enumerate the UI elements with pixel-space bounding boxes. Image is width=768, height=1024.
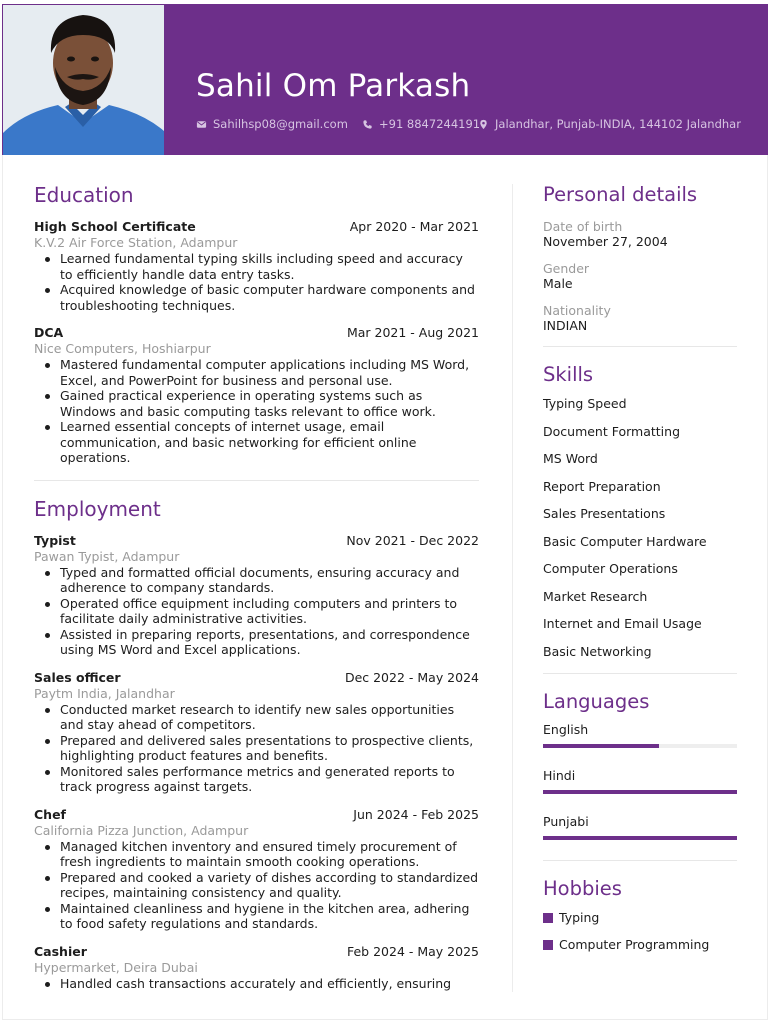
entry-org: K.V.2 Air Force Station, Adampur [34,235,238,250]
candidate-name: Sahil Om Parkash [196,68,471,104]
employment-entry [34,533,479,658]
email-icon [196,119,207,130]
skill-item: MS Word [543,451,598,466]
skill-item: Market Research [543,588,648,604]
hobby-item [543,931,737,958]
entry-title: Cashier [34,943,87,959]
square-bullet-icon [543,940,553,950]
bullet-item: Acquired knowledge of basic computer hardware components and troubleshooting techniques. [34,282,479,313]
bullet-item: Operated office equipment including computers and printers to facilitate daily administrative activities. [34,596,479,627]
bullet-item: Assisted in preparing reports, presentations, and correspondence using MS Word and Excel applications. [34,627,479,658]
bullet-item: Maintained cleanliness and hygiene in the kitchen area, adhering to food safety regulations and standards. [34,901,479,932]
skill-item: Sales Presentations [543,506,666,521]
bullet-item: Typed and formatted official documents, ensuring accuracy and adherence to company standards. [34,565,479,596]
entry-org: Paytm India, Jalandhar [34,685,175,701]
location-text: Jalandhar, Punjab-INDIA, 144102 Jalandhar [495,117,741,131]
bullet-item: Mastered fundamental computer applications including MS Word, Excel, and PowerPoint for business and personal use. [34,357,479,388]
employment-entry [34,944,479,992]
phone-text: +91 8847244191 [379,117,481,131]
language-level-fill [543,836,737,840]
section-divider [543,860,737,861]
dob-label: Date of birth [543,219,623,234]
hobbies-heading: Hobbies [543,877,622,900]
entry-org: California Pizza Junction, Adampur [34,822,249,838]
bullet-item: Prepared and cooked a variety of dishes according to standardized recipes, maintaining consistency and quality. [34,870,479,901]
language-level-fill [543,790,737,794]
bullet-item: Managed kitchen inventory and ensured timely procurement of fresh ingredients to maintain smooth cooking operations. [34,839,479,870]
language-item [543,768,737,794]
entry-title: Sales officer [34,669,121,685]
skill-item: Document Formatting [543,423,681,439]
entry-date: Feb 2024 - May 2025 [346,943,479,959]
language-level-fill [543,744,659,748]
bullet-item: Handled cash transactions accurately and efficiently, ensuring [34,976,479,992]
bullet-item: Monitored sales performance metrics and generated reports to track progress against targets. [34,764,479,795]
language-level-bar [543,790,737,794]
entry-date: Nov 2021 - Dec 2022 [346,532,479,548]
employment-entry [34,807,479,932]
skill-item: Basic Computer Hardware [543,533,707,549]
sidebar [543,183,737,958]
entry-title: Chef [34,806,66,822]
entry-org: Pawan Typist, Adampur [34,548,180,564]
contact-location [478,117,741,131]
hobby-item [543,904,737,931]
gender-value: Male [543,276,573,291]
bullet-item: Prepared and delivered sales presentations to prospective clients, highlighting product features and benefits. [34,733,479,764]
section-divider [543,346,737,347]
skills-list [543,390,737,665]
employment-heading: Employment [34,496,161,521]
entry-date: Apr 2020 - Mar 2021 [349,219,479,234]
language-level-bar [543,836,737,840]
languages-heading: Languages [543,690,650,713]
education-entry [34,325,479,466]
entry-title: Typist [34,532,76,548]
skills-heading: Skills [543,363,594,386]
skill-item: Typing Speed [543,396,627,411]
entry-date: Jun 2024 - Feb 2025 [353,806,479,822]
location-pin-icon [478,119,489,130]
profile-photo [3,5,164,155]
square-bullet-icon [543,913,553,923]
language-item [543,814,737,840]
column-divider [512,184,513,992]
skill-item: Computer Operations [543,561,678,576]
hobby-label: Computer Programming [559,937,710,952]
nationality-value: INDIAN [543,318,588,333]
education-heading: Education [34,183,134,207]
hobbies-list [543,904,737,958]
education-entry [34,219,479,313]
entry-org: Nice Computers, Hoshiarpur [34,341,211,356]
skill-item: Internet and Email Usage [543,616,702,631]
main-column [34,183,479,991]
nationality-label: Nationality [543,303,611,318]
entry-date: Dec 2022 - May 2024 [344,669,479,685]
language-name: English [543,722,589,737]
language-item [543,722,737,748]
employment-entry [34,670,479,795]
email-text: Sahilhsp08@gmail.com [213,117,348,131]
gender-label: Gender [543,261,590,276]
entry-title: DCA [34,325,64,340]
hobby-label: Typing [559,910,600,925]
dob-value: November 27, 2004 [543,234,668,249]
skill-item: Report Preparation [543,478,661,494]
contact-phone[interactable] [362,117,480,131]
language-name: Punjabi [543,814,589,829]
section-divider [543,673,737,674]
entry-date: Mar 2021 - Aug 2021 [346,325,479,340]
skill-item: Basic Networking [543,643,652,659]
contact-email[interactable] [196,117,348,131]
bullet-item: Learned fundamental typing skills including speed and accuracy to efficiently handle data entry tasks. [34,251,479,282]
bullet-item: Learned essential concepts of internet usage, email communication, and basic networking for efficient online operations. [34,419,479,466]
language-level-bar [543,744,737,748]
section-divider [34,480,479,481]
entry-org: Hypermarket, Deira Dubai [34,959,198,975]
phone-icon [362,119,373,130]
personal-details-heading: Personal details [543,183,698,206]
bullet-item: Gained practical experience in operating systems such as Windows and basic computing tasks relevant to office work. [34,388,479,419]
entry-title: High School Certificate [34,219,196,234]
bullet-item: Conducted market research to identify new sales opportunities and stay ahead of competitors. [34,702,479,733]
language-name: Hindi [543,768,576,783]
